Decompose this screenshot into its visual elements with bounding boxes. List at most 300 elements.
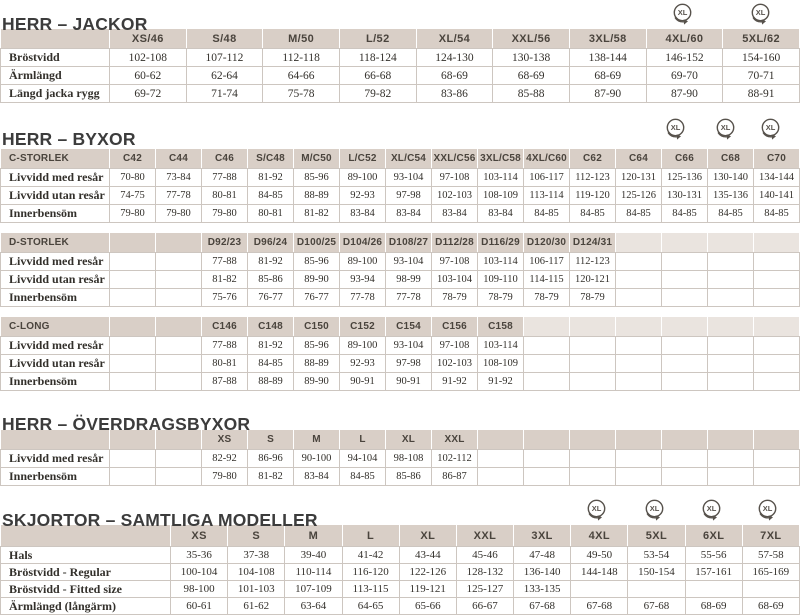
table-row <box>1 49 800 67</box>
value-cell: 90-91 <box>340 373 386 391</box>
value-cell: 49-50 <box>571 547 628 564</box>
value-cell: 134-144 <box>754 169 800 187</box>
value-cell: 79-80 <box>202 205 248 223</box>
column-header: C64 <box>616 149 662 169</box>
value-cell: 60-62 <box>110 67 187 85</box>
value-cell: 140-141 <box>754 187 800 205</box>
value-cell: 101-103 <box>228 581 285 598</box>
value-cell: 91-92 <box>478 373 524 391</box>
value-cell: 68-69 <box>569 67 646 85</box>
value-cell: 109-110 <box>478 271 524 289</box>
column-header: XXL <box>456 525 513 547</box>
byxor-c-long-table <box>0 316 800 391</box>
value-cell: 84-85 <box>616 205 662 223</box>
value-cell: 98-99 <box>386 271 432 289</box>
column-header: M <box>294 430 340 450</box>
row-label: Livvidd med resår <box>1 169 110 187</box>
row-label: Innerbensöm <box>1 205 110 223</box>
column-header: S/C48 <box>248 149 294 169</box>
empty-cell <box>708 373 754 391</box>
empty-cell <box>156 373 202 391</box>
value-cell: 130-131 <box>662 187 708 205</box>
column-header: C70 <box>754 149 800 169</box>
row-label: Innerbensöm <box>1 468 110 486</box>
value-cell: 136-140 <box>514 564 571 581</box>
value-cell: 74-75 <box>110 187 156 205</box>
empty-column-header <box>110 233 156 253</box>
value-cell: 97-98 <box>386 187 432 205</box>
value-cell: 64-65 <box>342 598 399 615</box>
empty-column-header <box>754 233 800 253</box>
empty-cell <box>662 468 708 486</box>
value-cell: 113-115 <box>342 581 399 598</box>
xl-plus-icon <box>749 2 772 26</box>
value-cell: 77-88 <box>202 253 248 271</box>
value-cell: 84-85 <box>248 187 294 205</box>
value-cell: 71-74 <box>186 85 263 103</box>
value-cell: 86-96 <box>248 450 294 468</box>
value-cell: 125-126 <box>616 187 662 205</box>
row-label: Livvidd med resår <box>1 253 110 271</box>
empty-cell <box>754 373 800 391</box>
value-cell: 83-84 <box>294 468 340 486</box>
empty-cell <box>110 337 156 355</box>
xl-plus-icon <box>585 498 608 522</box>
empty-cell <box>662 355 708 373</box>
column-header: D96/24 <box>248 233 294 253</box>
value-cell: 124-130 <box>416 49 493 67</box>
value-cell: 112-118 <box>263 49 340 67</box>
value-cell: 47-48 <box>514 547 571 564</box>
value-cell: 70-80 <box>110 169 156 187</box>
value-cell: 119-120 <box>570 187 616 205</box>
column-header: S/48 <box>186 29 263 49</box>
table-row <box>1 581 800 598</box>
table-row <box>1 67 800 85</box>
empty-cell <box>662 373 708 391</box>
empty-cell <box>708 271 754 289</box>
value-cell: 103-114 <box>478 169 524 187</box>
empty-cell <box>110 253 156 271</box>
xl-plus-icon-svg <box>671 2 694 26</box>
empty-column-header <box>156 317 202 337</box>
value-cell: 45-46 <box>456 547 513 564</box>
empty-column-header <box>662 317 708 337</box>
empty-cell <box>156 450 202 468</box>
section-title-overdragsbyxor: HERR – ÖVERDRAGSBYXOR <box>2 413 251 434</box>
value-cell: 93-94 <box>340 271 386 289</box>
table-row <box>1 564 800 581</box>
column-header: 3XL/58 <box>569 29 646 49</box>
empty-cell <box>616 355 662 373</box>
column-header: XL <box>399 525 456 547</box>
table-corner-label: C-LONG <box>1 317 110 337</box>
value-cell: 81-92 <box>248 169 294 187</box>
section-header-overdragsbyxor <box>0 402 800 434</box>
empty-column-header <box>708 430 754 450</box>
value-cell: 87-90 <box>646 85 723 103</box>
section-header-skjortor <box>0 498 800 530</box>
column-header: C154 <box>386 317 432 337</box>
value-cell: 98-100 <box>171 581 228 598</box>
value-cell: 108-109 <box>478 355 524 373</box>
value-cell: 66-67 <box>456 598 513 615</box>
header-row <box>1 149 800 169</box>
value-cell: 83-84 <box>386 205 432 223</box>
column-header: 5XL <box>628 525 685 547</box>
row-label: Livvidd utan resår <box>1 187 110 205</box>
value-cell: 107-109 <box>285 581 342 598</box>
empty-cell <box>708 355 754 373</box>
value-cell: 89-90 <box>294 373 340 391</box>
column-header: C62 <box>570 149 616 169</box>
value-cell: 80-81 <box>202 355 248 373</box>
svg-text:XL: XL <box>677 8 688 17</box>
value-cell: 84-85 <box>248 355 294 373</box>
empty-cell <box>110 271 156 289</box>
value-cell: 94-104 <box>340 450 386 468</box>
xl-plus-icon-svg <box>585 498 608 522</box>
column-header: D112/28 <box>432 233 478 253</box>
empty-column-header <box>156 233 202 253</box>
value-cell: 89-100 <box>340 337 386 355</box>
row-label: Innerbensöm <box>1 373 110 391</box>
column-header: D92/23 <box>202 233 248 253</box>
empty-cell <box>708 468 754 486</box>
column-header: C152 <box>340 317 386 337</box>
value-cell: 68-69 <box>416 67 493 85</box>
empty-cell <box>754 337 800 355</box>
value-cell: 87-90 <box>569 85 646 103</box>
row-label: Livvidd med resår <box>1 337 110 355</box>
svg-text:XL: XL <box>670 123 681 132</box>
value-cell: 77-88 <box>202 169 248 187</box>
row-label: Ärmlängd <box>1 67 110 85</box>
value-cell: 112-123 <box>570 169 616 187</box>
value-cell: 81-82 <box>294 205 340 223</box>
value-cell: 85-88 <box>493 85 570 103</box>
row-label: Livvidd utan resår <box>1 355 110 373</box>
xl-plus-icon <box>643 498 666 522</box>
empty-cell <box>570 450 616 468</box>
xl-plus-icon-svg <box>664 117 687 141</box>
value-cell: 103-104 <box>432 271 478 289</box>
value-cell: 106-117 <box>524 169 570 187</box>
column-header: C150 <box>294 317 340 337</box>
column-header: C66 <box>662 149 708 169</box>
column-header: XXL <box>432 430 478 450</box>
table-corner-label: C-STORLEK <box>1 149 110 169</box>
column-header: XXL/C56 <box>432 149 478 169</box>
value-cell: 97-108 <box>432 169 478 187</box>
value-cell: 60-61 <box>171 598 228 615</box>
xl-plus-icon-svg <box>759 117 782 141</box>
value-cell: 102-112 <box>432 450 478 468</box>
value-cell: 68-69 <box>685 598 742 615</box>
column-header: 3XL/C58 <box>478 149 524 169</box>
empty-cell <box>156 468 202 486</box>
table-row <box>1 598 800 615</box>
table-row <box>1 547 800 564</box>
empty-cell <box>478 468 524 486</box>
table-row <box>1 169 800 187</box>
value-cell: 78-79 <box>478 289 524 307</box>
value-cell: 78-79 <box>570 289 616 307</box>
empty-cell <box>708 253 754 271</box>
empty-cell <box>616 337 662 355</box>
svg-text:XL: XL <box>755 8 766 17</box>
empty-column-header <box>662 430 708 450</box>
column-header: L <box>342 525 399 547</box>
column-header: 4XL/60 <box>646 29 723 49</box>
value-cell: 35-36 <box>171 547 228 564</box>
value-cell: 85-86 <box>248 271 294 289</box>
empty-cell <box>662 271 708 289</box>
row-label: Hals <box>1 547 171 564</box>
value-cell: 150-154 <box>628 564 685 581</box>
column-header: C44 <box>156 149 202 169</box>
value-cell: 138-144 <box>569 49 646 67</box>
row-label: Längd jacka rygg <box>1 85 110 103</box>
empty-cell <box>478 450 524 468</box>
value-cell: 118-124 <box>339 49 416 67</box>
section-title-byxor: HERR – BYXOR <box>2 128 136 149</box>
value-cell: 120-131 <box>616 169 662 187</box>
value-cell: 55-56 <box>685 547 742 564</box>
empty-column-header <box>708 317 754 337</box>
value-cell: 57-58 <box>742 547 799 564</box>
column-header: XL <box>386 430 432 450</box>
column-header: D100/25 <box>294 233 340 253</box>
value-cell: 92-93 <box>340 355 386 373</box>
value-cell: 106-117 <box>524 253 570 271</box>
xl-plus-icon <box>756 498 779 522</box>
table-row <box>1 337 800 355</box>
empty-cell <box>570 355 616 373</box>
value-cell: 114-115 <box>524 271 570 289</box>
empty-column-header <box>478 430 524 450</box>
value-cell: 76-77 <box>294 289 340 307</box>
value-cell: 97-98 <box>386 355 432 373</box>
section-title-jackor: HERR – JACKOR <box>2 13 148 34</box>
row-label: Innerbensöm <box>1 289 110 307</box>
value-cell: 64-66 <box>263 67 340 85</box>
value-cell: 67-68 <box>628 598 685 615</box>
empty-cell <box>156 355 202 373</box>
column-header: L/52 <box>339 29 416 49</box>
byxor-d-storlek-table <box>0 232 800 307</box>
column-header: C158 <box>478 317 524 337</box>
value-cell: 75-78 <box>263 85 340 103</box>
value-cell: 135-136 <box>708 187 754 205</box>
value-cell: 97-108 <box>432 253 478 271</box>
column-header: D104/26 <box>340 233 386 253</box>
empty-cell <box>570 468 616 486</box>
value-cell: 100-104 <box>171 564 228 581</box>
value-cell: 37-38 <box>228 547 285 564</box>
overdragsbyxor-table <box>0 429 800 486</box>
value-cell: 89-100 <box>340 169 386 187</box>
value-cell: 85-96 <box>294 337 340 355</box>
svg-text:XL: XL <box>762 504 773 513</box>
empty-cell <box>708 337 754 355</box>
value-cell: 93-104 <box>386 253 432 271</box>
empty-cell <box>524 468 570 486</box>
value-cell: 116-120 <box>342 564 399 581</box>
value-cell: 88-89 <box>294 355 340 373</box>
value-cell: 82-92 <box>202 450 248 468</box>
column-header: C148 <box>248 317 294 337</box>
empty-cell <box>708 450 754 468</box>
column-header: C42 <box>110 149 156 169</box>
value-cell: 88-89 <box>248 373 294 391</box>
value-cell: 108-109 <box>478 187 524 205</box>
jackor-table <box>0 28 800 103</box>
column-header: D116/29 <box>478 233 524 253</box>
empty-cell <box>754 468 800 486</box>
empty-cell <box>570 337 616 355</box>
value-cell: 86-87 <box>432 468 478 486</box>
value-cell: 63-64 <box>285 598 342 615</box>
empty-cell <box>110 373 156 391</box>
value-cell: 68-69 <box>742 598 799 615</box>
value-cell: 43-44 <box>399 547 456 564</box>
value-cell: 130-138 <box>493 49 570 67</box>
empty-cell <box>754 355 800 373</box>
value-cell: 81-82 <box>248 468 294 486</box>
value-cell: 77-88 <box>202 337 248 355</box>
table-row <box>1 373 800 391</box>
xl-plus-icon <box>714 117 737 141</box>
table-row <box>1 271 800 289</box>
svg-text:XL: XL <box>706 504 717 513</box>
value-cell: 84-85 <box>708 205 754 223</box>
column-header: L/C52 <box>340 149 386 169</box>
xl-plus-icon-svg <box>749 2 772 26</box>
empty-column-header <box>570 317 616 337</box>
value-cell: 93-104 <box>386 169 432 187</box>
empty-cell <box>742 581 799 598</box>
empty-column-header <box>754 430 800 450</box>
row-label: Bröstvidd <box>1 49 110 67</box>
row-label: Bröstvidd - Fitted size <box>1 581 171 598</box>
table-row <box>1 187 800 205</box>
value-cell: 157-161 <box>685 564 742 581</box>
value-cell: 83-84 <box>432 205 478 223</box>
empty-column-header <box>110 317 156 337</box>
value-cell: 68-69 <box>493 67 570 85</box>
empty-column-header <box>754 317 800 337</box>
empty-cell <box>156 271 202 289</box>
value-cell: 98-108 <box>386 450 432 468</box>
skjortor-table <box>0 524 800 615</box>
column-header: 5XL/62 <box>723 29 800 49</box>
table-row <box>1 468 800 486</box>
empty-cell <box>110 468 156 486</box>
empty-cell <box>571 581 628 598</box>
svg-text:XL: XL <box>765 123 776 132</box>
empty-cell <box>662 289 708 307</box>
value-cell: 128-132 <box>456 564 513 581</box>
value-cell: 104-108 <box>228 564 285 581</box>
value-cell: 69-70 <box>646 67 723 85</box>
column-header: D120/30 <box>524 233 570 253</box>
table-corner-label: D-STORLEK <box>1 233 110 253</box>
table-row <box>1 355 800 373</box>
value-cell: 78-79 <box>524 289 570 307</box>
xl-plus-icon-svg <box>700 498 723 522</box>
empty-cell <box>616 468 662 486</box>
svg-text:XL: XL <box>649 504 660 513</box>
column-header: C46 <box>202 149 248 169</box>
empty-cell <box>616 271 662 289</box>
empty-column-header <box>524 430 570 450</box>
empty-column-header <box>570 430 616 450</box>
value-cell: 69-72 <box>110 85 187 103</box>
column-header: XXL/56 <box>493 29 570 49</box>
table-row <box>1 253 800 271</box>
value-cell: 85-86 <box>386 468 432 486</box>
empty-cell <box>110 450 156 468</box>
value-cell: 125-136 <box>662 169 708 187</box>
value-cell: 133-135 <box>514 581 571 598</box>
value-cell: 83-84 <box>478 205 524 223</box>
xl-plus-icon <box>759 117 782 141</box>
value-cell: 53-54 <box>628 547 685 564</box>
value-cell: 112-123 <box>570 253 616 271</box>
column-header: XS <box>171 525 228 547</box>
value-cell: 103-114 <box>478 253 524 271</box>
column-header: XL/C54 <box>386 149 432 169</box>
value-cell: 79-80 <box>202 468 248 486</box>
value-cell: 61-62 <box>228 598 285 615</box>
column-header: D108/27 <box>386 233 432 253</box>
row-label: Livvidd med resår <box>1 450 110 468</box>
section-header-byxor <box>0 117 800 149</box>
value-cell: 79-82 <box>339 85 416 103</box>
value-cell: 80-81 <box>202 187 248 205</box>
empty-cell <box>524 373 570 391</box>
xl-plus-icon <box>700 498 723 522</box>
column-header: C156 <box>432 317 478 337</box>
xl-plus-icon-svg <box>756 498 779 522</box>
column-header: L <box>340 430 386 450</box>
value-cell: 102-108 <box>110 49 187 67</box>
value-cell: 144-148 <box>571 564 628 581</box>
byxor-c-storlek-table <box>0 148 800 223</box>
empty-cell <box>156 337 202 355</box>
value-cell: 102-103 <box>432 355 478 373</box>
empty-cell <box>662 450 708 468</box>
header-row <box>1 317 800 337</box>
value-cell: 92-93 <box>340 187 386 205</box>
row-label: Livvidd utan resår <box>1 271 110 289</box>
empty-cell <box>524 450 570 468</box>
value-cell: 83-86 <box>416 85 493 103</box>
empty-cell <box>628 581 685 598</box>
value-cell: 79-80 <box>156 205 202 223</box>
xl-plus-icon-svg <box>643 498 666 522</box>
empty-cell <box>754 450 800 468</box>
value-cell: 87-88 <box>202 373 248 391</box>
table-row <box>1 205 800 223</box>
value-cell: 75-76 <box>202 289 248 307</box>
value-cell: 89-100 <box>340 253 386 271</box>
empty-cell <box>685 581 742 598</box>
table-row <box>1 289 800 307</box>
value-cell: 70-71 <box>723 67 800 85</box>
value-cell: 41-42 <box>342 547 399 564</box>
